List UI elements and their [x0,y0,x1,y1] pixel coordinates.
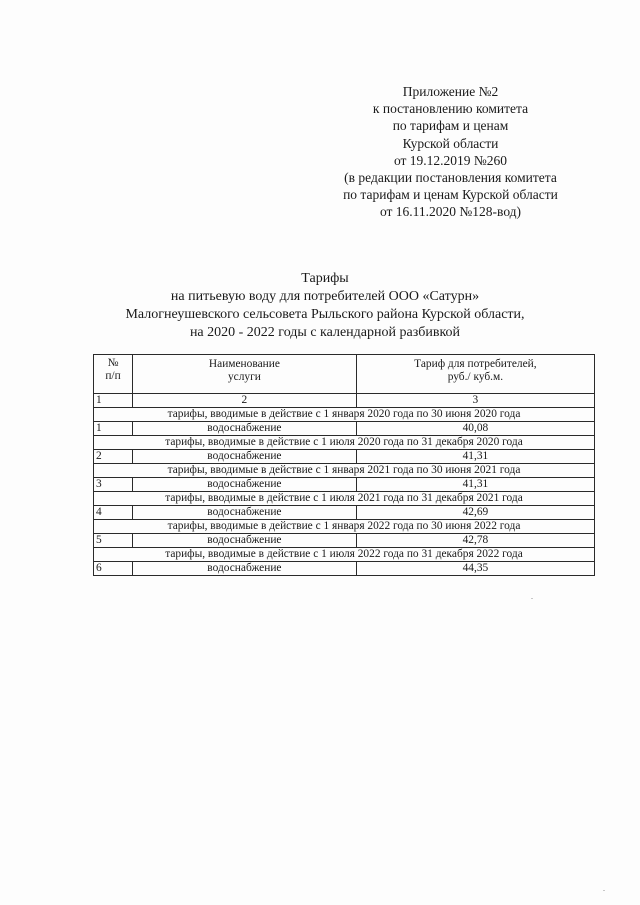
row-number: 6 [94,562,133,576]
column-index: 1 [94,394,133,408]
period-label: тарифы, вводимые в действие с 1 июля 2020 года по 31 декабря 2020 года [94,436,595,450]
appendix-line: от 19.12.2019 №260 [393,152,508,168]
tariff-value: 42,69 [356,506,594,520]
appendix-line: от 16.11.2020 №128-вод) [379,204,522,220]
service-name: водоснабжение [133,506,357,520]
header-service [133,355,357,394]
appendix-line: Курской области [402,135,499,151]
header-num-line1: № [107,357,119,369]
table-row [94,562,595,576]
row-number: 1 [94,422,133,436]
tariff-value: 41,31 [356,478,594,492]
table-row [94,478,595,492]
row-number: 3 [94,478,133,492]
scan-speck [603,890,605,891]
header-tariff-line2: руб./ куб.м. [447,371,504,383]
scan-speck [531,598,533,599]
title-line: на питьевую воду для потребителей ООО «Сатурн» [170,289,480,304]
appendix-line: Приложение №2 [402,84,499,99]
period-row [94,492,595,506]
period-label: тарифы, вводимые в действие с 1 января 2022 года по 30 июня 2022 года [94,520,595,534]
period-row [94,548,595,562]
row-number: 2 [94,450,133,464]
tariff-value: 44,35 [356,562,594,576]
period-row [94,464,595,478]
document-title [80,270,570,342]
header-service-line2: услуги [227,371,261,383]
table-row [94,450,595,464]
period-row [94,408,595,422]
header-num [94,355,133,394]
period-row [94,520,595,534]
table-row [94,506,595,520]
appendix-line: (в редакции постановления комитета [344,170,557,186]
row-number: 5 [94,534,133,548]
tariff-table [93,354,595,576]
appendix-line: к постановлению комитета [372,101,529,117]
tariff-value: 41,31 [356,450,594,464]
table-row [94,422,595,436]
period-label: тарифы, вводимые в действие с 1 июля 2021 года по 31 декабря 2021 года [94,492,595,506]
column-index-row [94,394,595,408]
title-line: Малогнеушевского сельсовета Рыльского района Курской области, [125,307,525,322]
header-num-line2: п/п [105,370,121,382]
appendix-line: по тарифам и ценам [392,118,509,134]
service-name: водоснабжение [133,450,357,464]
period-label: тарифы, вводимые в действие с 1 января 2020 года по 30 июня 2020 года [94,408,595,422]
service-name: водоснабжение [133,534,357,548]
title-line: на 2020 - 2022 годы с календарной разбивкой [189,325,461,340]
period-label: тарифы, вводимые в действие с 1 января 2021 года по 30 июня 2021 года [94,464,595,478]
period-row [94,436,595,450]
table-row [94,534,595,548]
column-index: 2 [133,394,357,408]
title-heading: Тарифы [301,271,349,286]
header-tariff [356,355,594,394]
appendix-header [318,83,583,221]
header-tariff-line1: Тариф для потребителей, [414,358,537,370]
service-name: водоснабжение [133,562,357,576]
service-name: водоснабжение [133,478,357,492]
column-index: 3 [356,394,594,408]
appendix-line: по тарифам и ценам Курской области [343,187,558,203]
tariff-value: 42,78 [356,534,594,548]
tariff-value: 40,08 [356,422,594,436]
row-number: 4 [94,506,133,520]
header-service-line1: Наименование [208,358,280,370]
table-header-row [94,355,595,394]
period-label: тарифы, вводимые в действие с 1 июля 2022 года по 31 декабря 2022 года [94,548,595,562]
service-name: водоснабжение [133,422,357,436]
